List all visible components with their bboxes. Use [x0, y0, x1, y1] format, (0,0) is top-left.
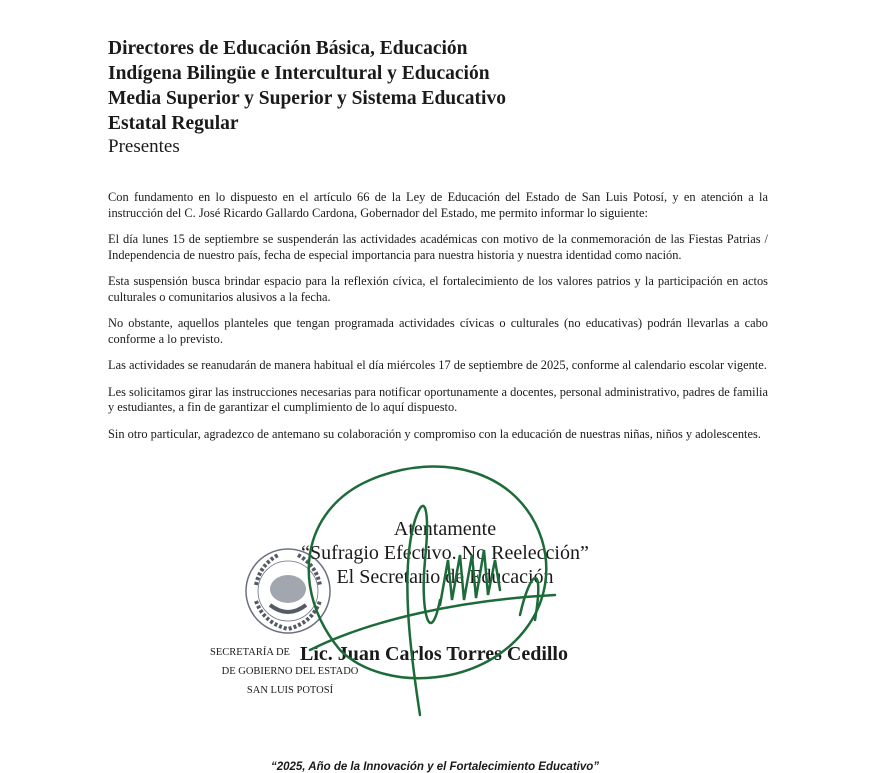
presentes: Presentes: [108, 136, 180, 157]
stamp-line: DE GOBIERNO DEL ESTADO: [221, 666, 359, 677]
footer-slogan: “2025, Año de la Innovación y el Fortalecimiento Educativo”: [270, 761, 600, 773]
motto: “Sufragio Efectivo. No Reelección”: [301, 542, 589, 564]
paragraph: Con fundamento en lo dispuesto en el artículo 66 de la Ley de Educación del Estado de San Luis Potosí, y en atención a la instrucción del C. José Ricardo Gallardo Cardona, Gobernador del Estado, me permito informar lo siguiente:: [108, 190, 768, 220]
handwritten-signature: [280, 450, 580, 720]
paragraph: No obstante, aquellos planteles que tengan programada actividades cívicas o culturales (no educativas) podrán llevarlas a cabo conforme a lo previsto.: [108, 316, 768, 346]
addressee-heading: [108, 36, 506, 136]
closing: Atentamente: [393, 518, 497, 540]
paragraph: Sin otro particular, agradezco de antemano su colaboración y compromiso con la educación de nuestras niñas, niños y adolescentes.: [108, 426, 761, 441]
paragraph: Las actividades se reanudarán de manera habitual el día miércoles 17 de septiembre de 2025, conforme al calendario escolar vigente.: [108, 358, 767, 372]
addressee-line: Indígena Bilingüe e Intercultural y Educación: [108, 63, 490, 84]
signer-name: Lic. Juan Carlos Torres Cedillo: [300, 643, 568, 665]
letter-body: [108, 190, 768, 453]
paragraph: Esta suspensión busca brindar espacio para la reflexión cívica, el fortalecimiento de los valores patrios y la participación en actos culturales o comunitarios alusivos a la fecha.: [108, 274, 768, 304]
stamp-line: SECRETARÍA DE: [210, 647, 290, 658]
addressee-line: Directores de Educación Básica, Educación: [108, 38, 468, 59]
paragraph: El día lunes 15 de septiembre se suspenderán las actividades académicas con motivo de la conmemoración de las Fiestas Patrias / Independencia de nuestro país, fecha de especial importancia para nuestra historia y nuestra identidad como nación.: [108, 232, 768, 262]
addressee-line: Media Superior y Superior y Sistema Educativo: [108, 88, 506, 109]
stamp-line: SAN LUIS POTOSÍ: [246, 685, 334, 696]
addressee-line: Estatal Regular: [108, 113, 239, 134]
paragraph: Les solicitamos girar las instrucciones necesarias para notificar oportunamente a docentes, personal administrativo, padres de familia y estudiantes, a fin de garantizar el cumplimiento de lo aquí dispuesto.: [108, 384, 768, 414]
signer-title: El Secretario de Educación: [336, 566, 554, 588]
